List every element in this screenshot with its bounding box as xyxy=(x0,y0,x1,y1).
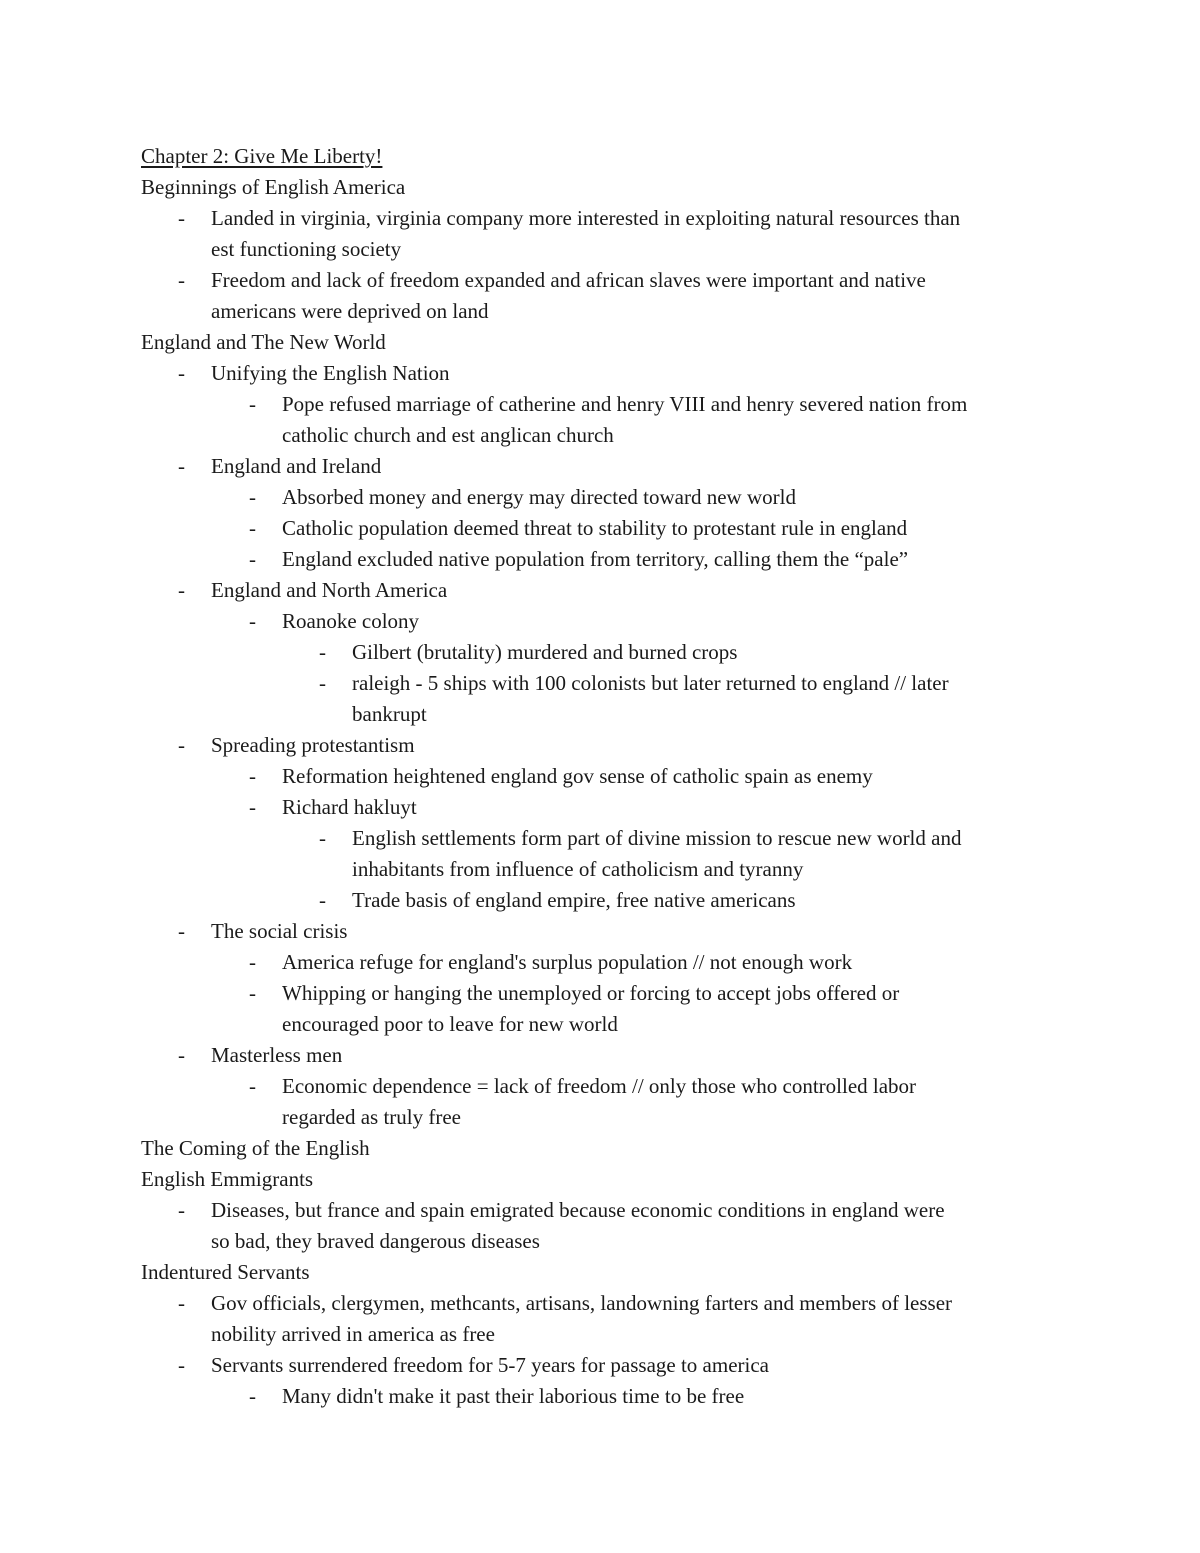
list-item xyxy=(141,761,1061,792)
list-item xyxy=(141,730,1061,761)
bullet-dash: - xyxy=(178,1353,185,1377)
bullet-dash: - xyxy=(178,454,185,478)
list-item-text: Diseases, but france and spain emigrated because economic conditions in england were so bad, they braved dangerous diseases xyxy=(211,1198,945,1253)
bullet-dash: - xyxy=(178,268,185,292)
bullet-dash: - xyxy=(178,1291,185,1315)
list-item xyxy=(141,978,1061,1040)
list-item-text: England and Ireland xyxy=(211,454,382,478)
list-item-text: Reformation heightened england gov sense of catholic spain as enemy xyxy=(282,764,873,788)
list-item-text: Many didn't make it past their laborious time to be free xyxy=(282,1384,745,1408)
list-item-text: Catholic population deemed threat to stability to protestant rule in england xyxy=(282,516,908,540)
bullet-dash: - xyxy=(178,733,185,757)
list-item-text: Servants surrendered freedom for 5-7 years for passage to america xyxy=(211,1353,770,1377)
list-item-text: Gilbert (brutality) murdered and burned crops xyxy=(352,640,738,664)
bullet-dash: - xyxy=(249,764,256,788)
list-item-text: raleigh - 5 ships with 100 colonists but later returned to england // later bankrupt xyxy=(352,671,949,726)
list-item-text: Roanoke colony xyxy=(282,609,420,633)
list-item xyxy=(141,637,1061,668)
list-item-text: Landed in virginia, virginia company more interested in exploiting natural resources than est functioning society xyxy=(211,206,961,261)
bullet-dash: - xyxy=(178,919,185,943)
list-item xyxy=(141,947,1061,978)
section-heading: English Emmigrants xyxy=(141,1167,314,1191)
list-item-text: England and North America xyxy=(211,578,448,602)
list-item xyxy=(141,1071,1061,1133)
list-item-text: Masterless men xyxy=(211,1043,343,1067)
page-title: Chapter 2: Give Me Liberty! xyxy=(141,144,383,168)
bullet-dash: - xyxy=(319,671,326,695)
bullet-dash: - xyxy=(249,516,256,540)
list-item xyxy=(141,606,1061,637)
list-item-text: Richard hakluyt xyxy=(282,795,417,819)
bullet-dash: - xyxy=(249,1074,256,1098)
bullet-dash: - xyxy=(249,1384,256,1408)
list-item xyxy=(141,358,1061,389)
list-item xyxy=(141,544,1061,575)
list-item xyxy=(141,389,1061,451)
list-item-text: Unifying the English Nation xyxy=(211,361,450,385)
list-item xyxy=(141,482,1061,513)
bullet-dash: - xyxy=(249,981,256,1005)
bullet-dash: - xyxy=(178,1198,185,1222)
list-item-text: Absorbed money and energy may directed toward new world xyxy=(282,485,796,509)
list-item xyxy=(141,513,1061,544)
list-item xyxy=(141,451,1061,482)
bullet-dash: - xyxy=(178,206,185,230)
bullet-dash: - xyxy=(249,547,256,571)
list-item xyxy=(141,1381,1061,1412)
list-item xyxy=(141,1350,1061,1381)
section-heading: England and The New World xyxy=(141,330,386,354)
list-item xyxy=(141,916,1061,947)
list-item-text: Freedom and lack of freedom expanded and african slaves were important and native americans were deprived on land xyxy=(211,268,926,323)
bullet-dash: - xyxy=(249,609,256,633)
bullet-dash: - xyxy=(249,485,256,509)
list-item-text: England excluded native population from territory, calling them the “pale” xyxy=(282,547,909,571)
list-item-text: Gov officials, clergymen, methcants, artisans, landowning farters and members of lesser nobility arrived in america as free xyxy=(211,1291,953,1346)
list-item xyxy=(141,823,1061,885)
list-item-text: America refuge for england's surplus population // not enough work xyxy=(282,950,853,974)
bullet-dash: - xyxy=(319,888,326,912)
bullet-dash: - xyxy=(178,1043,185,1067)
list-item xyxy=(141,1288,1061,1350)
list-item xyxy=(141,1195,1061,1257)
list-item-text: English settlements form part of divine mission to rescue new world and inhabitants from influence of catholicism and tyranny xyxy=(352,826,962,881)
bullet-dash: - xyxy=(319,640,326,664)
bullet-dash: - xyxy=(178,361,185,385)
list-item-text: Spreading protestantism xyxy=(211,733,415,757)
bullet-dash: - xyxy=(249,795,256,819)
list-item-text: Trade basis of england empire, free native americans xyxy=(352,888,796,912)
bullet-dash: - xyxy=(249,950,256,974)
list-item xyxy=(141,575,1061,606)
bullet-dash: - xyxy=(249,392,256,416)
section-heading: Indentured Servants xyxy=(141,1260,310,1284)
list-item-text: Pope refused marriage of catherine and henry VIII and henry severed nation from catholic church and est anglican church xyxy=(282,392,968,447)
bullet-dash: - xyxy=(319,826,326,850)
list-item-text: Whipping or hanging the unemployed or forcing to accept jobs offered or encouraged poor to leave for new world xyxy=(282,981,900,1036)
list-item xyxy=(141,668,1061,730)
list-item xyxy=(141,203,1061,265)
list-item xyxy=(141,1040,1061,1071)
list-item xyxy=(141,885,1061,916)
list-item-text: The social crisis xyxy=(211,919,348,943)
bullet-dash: - xyxy=(178,578,185,602)
section-heading: Beginnings of English America xyxy=(141,175,406,199)
list-item xyxy=(141,265,1061,327)
document-body xyxy=(141,141,1061,1412)
list-item-text: Economic dependence = lack of freedom // only those who controlled labor regarded as truly free xyxy=(282,1074,917,1129)
section-heading: The Coming of the English xyxy=(141,1136,370,1160)
list-item xyxy=(141,792,1061,823)
